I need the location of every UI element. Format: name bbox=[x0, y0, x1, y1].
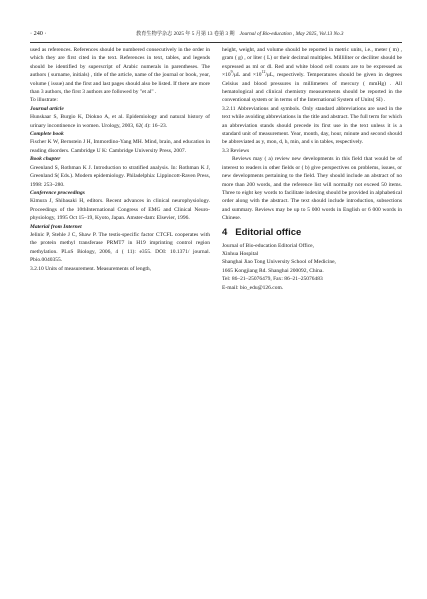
journal-title-cn: 教育生物学杂志 2025 年 5 月第 13 卷第 3 期 bbox=[136, 31, 235, 37]
internet-heading: Material from Internet bbox=[30, 223, 82, 230]
journal-citation bbox=[136, 28, 343, 40]
reviews-paragraph: Reviews may ( a) review new developments in this field that would be of interest to readers in other fields or ( b) give perspectives on problems, issues, or new developments pertaining to the field. They should include an abstract of no more than 200 words, and the reference list will normally not exceed 50 items. Three to eight key words to facilitate indexing should be provided in alphabetical order along with the abstract. The text should include introduction, subsections and summary. Reviews may be up to 5 000 words in English or 6 000 words in Chinese. bbox=[222, 156, 402, 222]
editorial-office-heading bbox=[222, 227, 402, 239]
editorial-address-line: Xinhua Hospital bbox=[222, 250, 259, 257]
references-paragraph: used as references. References should be numbered consecutively in the order in which they are first cited in the text. References in text, tables, and legends should be identified by superscript of Arabic numerals in parentheses. The authors ( surname, initials) , title of the article, name of the journal or book, year, volume ( issue) and the first and last pages should also be listed. If there are more than 3 authors, the first 3 authors are followed by "et al" . bbox=[30, 47, 210, 96]
abbreviations-paragraph: 3.2.11 Abbreviations and symbols. Only standard abbreviations are used in the text while avoiding abbreviations in the title and abstract. The full term for which an abbreviation stands should precede its first use in the text unless it is a standard unit of measurement. Year, month, day, hour, minute and second should be abbreviated as y, mon, d, h, min, and s in tables, respectively. bbox=[222, 105, 402, 146]
running-header bbox=[30, 28, 402, 40]
section-number: 4 bbox=[222, 226, 228, 238]
header-rule bbox=[30, 42, 402, 43]
editorial-phone-fax: Tel: 86–21–25076479, Fax: 86–21–25076483 bbox=[222, 276, 323, 283]
editorial-address-line: 1665 Kongjiang Rd. Shanghai 200092, China. bbox=[222, 267, 324, 274]
book-chapter-heading: Book chapter bbox=[30, 156, 61, 163]
complete-book-example: Fischer K W, Bernstein J H, Immordino-Yang MH. Mind, brain, and education in reading disorders. Cambridge U K: Cambridge University Press, 2007. bbox=[30, 139, 210, 154]
left-column bbox=[30, 46, 210, 273]
journal-article-heading: Journal article bbox=[30, 105, 64, 112]
complete-book-heading: Complete book bbox=[30, 131, 64, 138]
editorial-address-line: Shanghai Jiao Tong University School of Medicine, bbox=[222, 259, 336, 266]
units-of-measurement-start: 3.2.10 Units of measurement. Measurements of length, bbox=[30, 265, 151, 272]
book-chapter-example: Greenland S, Rothman K J. Introduction to stratified analysis. In: Rothman K J, Greenland S( Eds.). Modern epidemiology. Philadelphia: Lippincott-Raven Press, 1998: 253–280. bbox=[30, 164, 210, 188]
journal-article-example: Hunskaar S, Burgio K, Diokno A, et al. Epidemiology and natural history of urinary incontinence in women. Urology, 2003, 62( 4): 16–23. bbox=[30, 114, 210, 129]
illustrate-line: To illustrate: bbox=[30, 97, 58, 104]
editorial-address-line: Journal of Bio-education Editorial Office, bbox=[222, 242, 314, 249]
reviews-heading: 3.3 Reviews bbox=[222, 147, 250, 154]
journal-title-en: Journal of Bio-education , May 2025, Vol.13 No.3 bbox=[239, 31, 344, 37]
editorial-email: E-mail: bio_edu@126.com. bbox=[222, 284, 284, 291]
right-column bbox=[222, 46, 402, 292]
internet-example: Jelinic P, Stehle J C, Shaw P. The testis-specific factor CTCFL cooperates with the protein methyl transferase PRMT7 in H19 imprinting control region methylation. PLoS Biology, 2006, 4 ( 11): e355. DOI: 10.1371/ journal. Pbio.0040355. bbox=[30, 231, 210, 264]
conference-heading: Conference proceedings bbox=[30, 189, 85, 196]
page-number: · 240 · bbox=[30, 30, 47, 37]
units-of-measurement-continued: height, weight, and volume should be reported in metric units, i.e., meter ( m) , gram ( g) , or liter ( L) or their decimal multiples. Milliliter or deciliter should be expressed as ml or dl. Red and white blood cell counts are to be expressed as $\times 10^9/\mu L$ and $\times 10^{12}/\mu L$, respectively. Temperatures should be given in degrees Celsius and blood pressures in millimeters of mercury ( mmHg) . All hematological and clinical chemistry measurements should be reported in the conventional system or in terms of the International System of Units( SI) . bbox=[222, 47, 402, 104]
section-title: Editorial office bbox=[235, 226, 302, 238]
conference-example: Kimura J, Shibasaki H, editors. Recent advances in clinical neurophysiology. Proceedings of the 10thInternational Congress of EMG and Clinical Neuro-physiology, 1995 Oct 15–19, Kyoto, Japan. Amster-dam: Elsevier, 1996. bbox=[30, 198, 210, 222]
